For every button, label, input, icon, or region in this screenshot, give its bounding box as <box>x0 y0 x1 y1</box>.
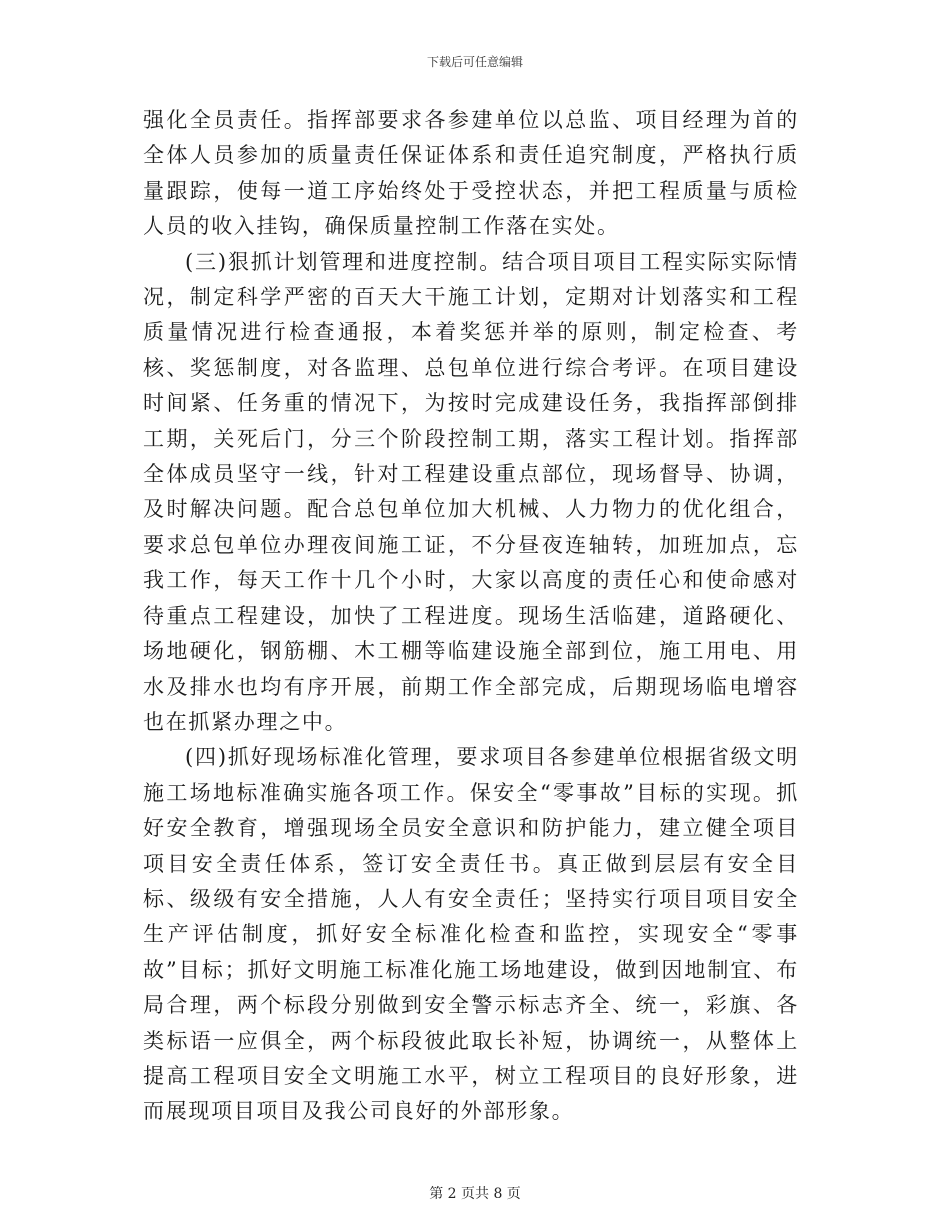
page-number-footer: 第 2 页共 8 页 <box>429 1186 521 1202</box>
paragraph-quality-responsibility: 强化全员责任。指挥部要求各参建单位以总监、项目经理为首的全体人员参加的质量责任保证体系和责任追究制度，严格执行质量跟踪，使每一道工序始终处于受控状态，并把工程质量与质检人员的收入挂钩，确保质量控制工作落在实处。 <box>143 108 799 239</box>
document-body <box>143 103 799 1130</box>
paragraph-plan-progress-control: (三)狠抓计划管理和进度控制。结合项目项目工程实际实际情况，制定科学严密的百天大干施工计划，定期对计划落实和工程质量情况进行检查通报，本着奖惩并举的原则，制定检查、考核、奖惩制度，对各监理、总包单位进行综合考评。在项目建设时间紧、任务重的情况下，为按时完成建设任务，我指挥部倒排工期，关死后门，分三个阶段控制工期，落实工程计划。指挥部全体成员坚守一线，针对工程建设重点部位，现场督导、协调，及时解决问题。配合总包单位加大机械、人力物力的优化组合，要求总包单位办理夜间施工证，不分昼夜连轴转，加班加点，忘我工作，每天工作十几个小时，大家以高度的责任心和使命感对待重点工程建设，加快了工程进度。现场生活临建，道路硬化、场地硬化，钢筋棚、木工棚等临建设施全部到位，施工用电、用水及排水也均有序开展，前期工作全部完成，后期现场临电增容也在抓紧办理之中。 <box>143 249 799 734</box>
page-header: 下载后可任意编辑 <box>426 55 523 69</box>
paragraph-site-standardization: (四)抓好现场标准化管理，要求项目各参建单位根据省级文明施工场地标准确实施各项工作。保安全“零事故”目标的实现。抓好安全教育，增强现场全员安全意识和防护能力，建立健全项目项目安全责任体系，签订安全责任书。真正做到层层有安全目标、级级有安全措施，人人有安全责任；坚持实行项目项目安全生产评估制度，抓好安全标准化检查和监控，实现安全“零事故”目标；抓好文明施工标准化施工场地建设，做到因地制宜、布局合理，两个标段分别做到安全警示标志齐全、统一，彩旗、各类标语一应俱全，两个标段彼此取长补短，协调统一，从整体上提高工程项目安全文明施工水平，树立工程项目的良好形象，进而展现项目项目及我公司良好的外部形象。 <box>143 745 799 1124</box>
